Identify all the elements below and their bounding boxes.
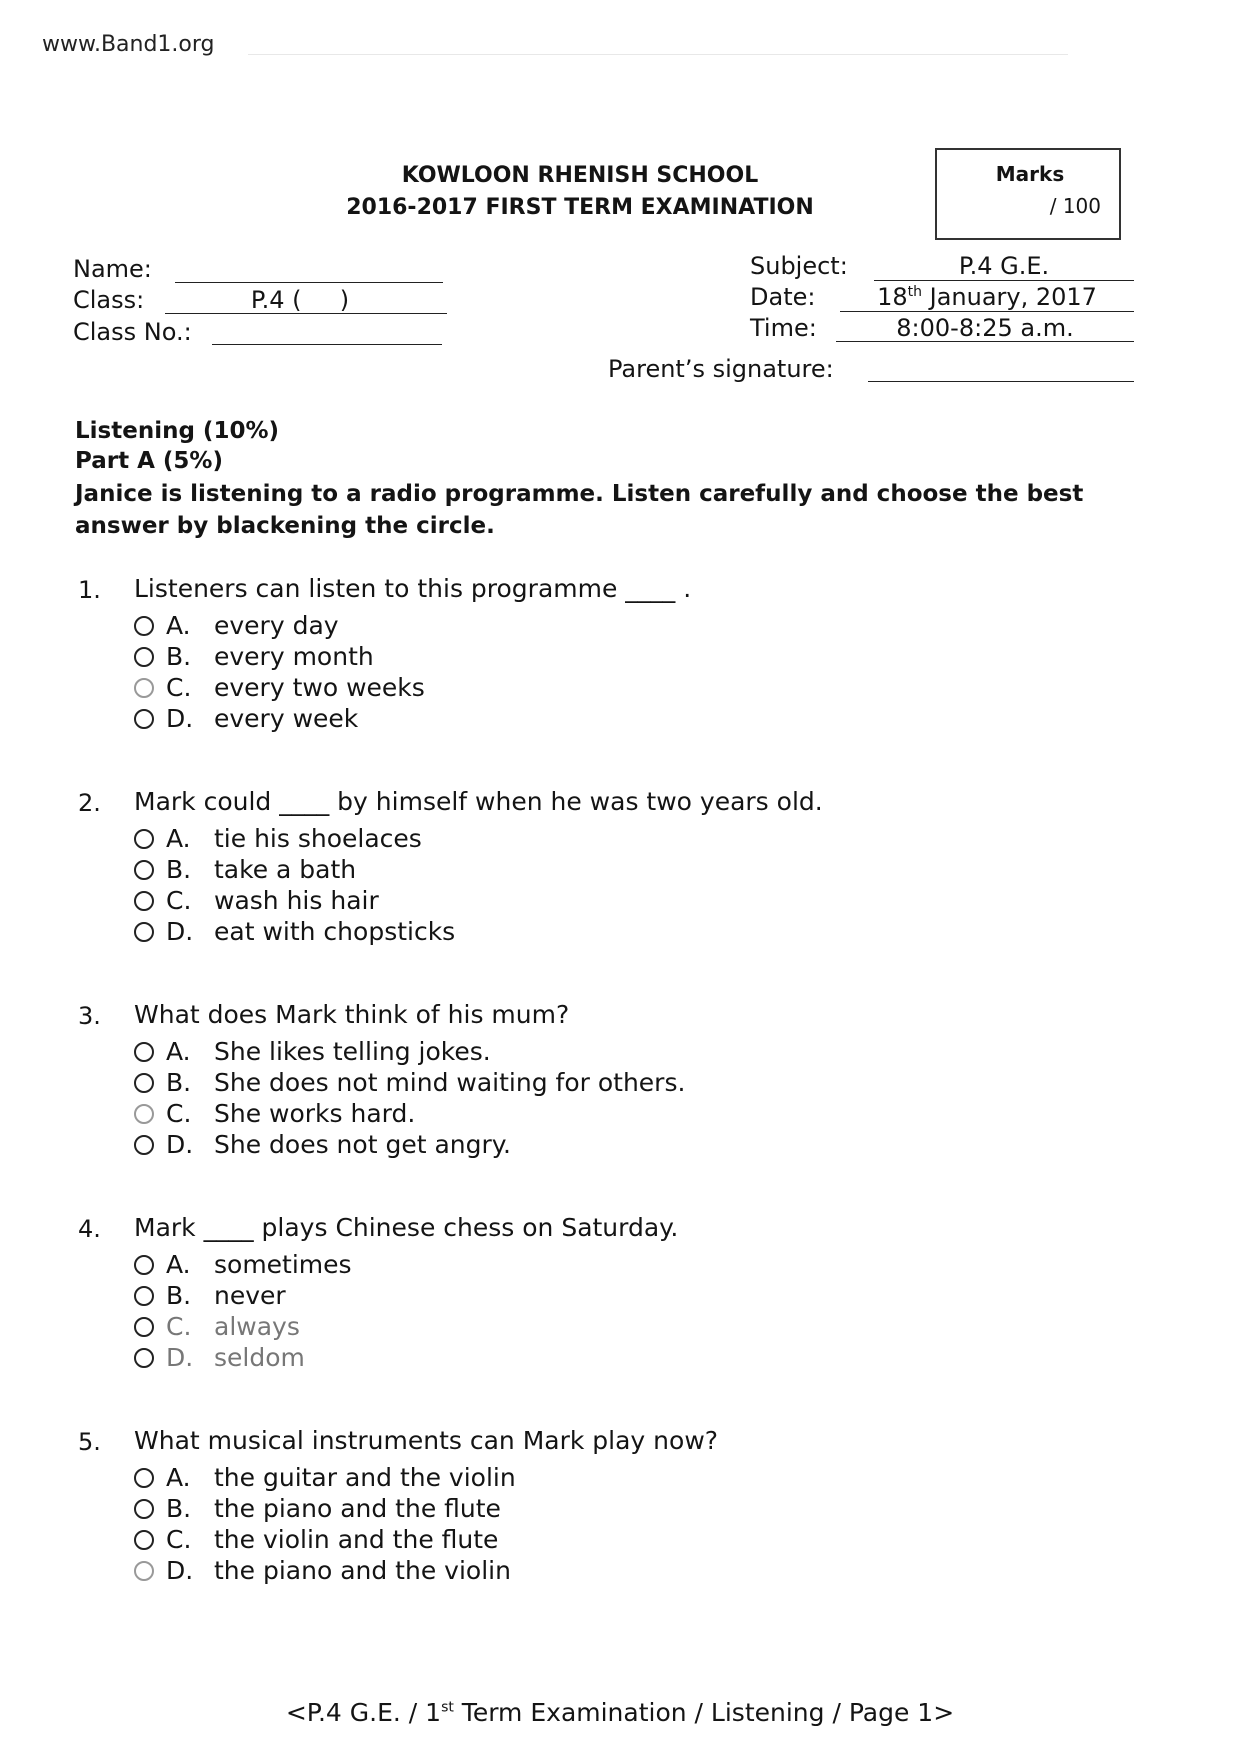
option-text: tie his shoelaces	[214, 824, 422, 853]
option-text: take a bath	[214, 855, 357, 884]
date-day: 18	[877, 283, 908, 311]
option-letter: B.	[166, 855, 192, 884]
question-number: 3.	[78, 1002, 101, 1030]
answer-circle[interactable]	[134, 1561, 154, 1581]
class-label: Class:	[73, 286, 145, 314]
question-text: Listeners can listen to this programme ____ .	[134, 574, 692, 603]
option-letter: C.	[166, 1525, 192, 1554]
option-letter: B.	[166, 642, 192, 671]
class-value: P.4 ( )	[250, 286, 350, 314]
page-footer	[0, 1698, 1240, 1727]
option-4c[interactable]	[134, 1312, 300, 1341]
answer-circle[interactable]	[134, 860, 154, 880]
class-no-label: Class No.:	[73, 318, 192, 346]
option-3b[interactable]	[134, 1068, 685, 1097]
answer-circle[interactable]	[134, 829, 154, 849]
answer-circle[interactable]	[134, 1530, 154, 1550]
option-text: every day	[214, 611, 339, 640]
option-text: wash his hair	[214, 886, 379, 915]
option-letter: D.	[166, 1130, 194, 1159]
option-letter: C.	[166, 673, 192, 702]
answer-circle[interactable]	[134, 1104, 154, 1124]
option-letter: A.	[166, 1037, 191, 1066]
option-text: She does not get angry.	[214, 1130, 511, 1159]
question-text: What does Mark think of his mum?	[134, 1000, 570, 1029]
option-3c[interactable]	[134, 1099, 415, 1128]
option-letter: D.	[166, 1556, 194, 1585]
school-name: KOWLOON RHENISH SCHOOL	[401, 163, 759, 188]
option-text: every week	[214, 704, 359, 733]
question-number: 2.	[78, 789, 101, 817]
marks-total: / 100	[1049, 194, 1101, 218]
option-text: sometimes	[214, 1250, 352, 1279]
option-4b[interactable]	[134, 1281, 286, 1310]
option-4d[interactable]	[134, 1343, 305, 1372]
option-text: She works hard.	[214, 1099, 416, 1128]
name-label: Name:	[73, 255, 152, 283]
question-text: What musical instruments can Mark play now?	[134, 1426, 719, 1455]
option-letter: A.	[166, 824, 191, 853]
option-text: never	[214, 1281, 286, 1310]
option-text: She likes telling jokes.	[214, 1037, 491, 1066]
answer-circle[interactable]	[134, 891, 154, 911]
option-letter: A.	[166, 1463, 191, 1492]
option-text: every two weeks	[214, 673, 425, 702]
marks-label: Marks	[995, 162, 1065, 186]
question-number: 4.	[78, 1215, 101, 1243]
option-letter: B.	[166, 1281, 192, 1310]
option-2c[interactable]	[134, 886, 379, 915]
answer-circle[interactable]	[134, 678, 154, 698]
option-2b[interactable]	[134, 855, 356, 884]
answer-circle[interactable]	[134, 1073, 154, 1093]
option-letter: B.	[166, 1068, 192, 1097]
date-suffix: th	[907, 284, 922, 300]
option-5d[interactable]	[134, 1556, 511, 1585]
class-no-field-line	[212, 344, 442, 345]
option-text: the guitar and the violin	[214, 1463, 516, 1492]
option-letter: D.	[166, 917, 194, 946]
option-3d[interactable]	[134, 1130, 511, 1159]
option-text: eat with chopsticks	[214, 917, 456, 946]
option-letter: D.	[166, 1343, 194, 1372]
answer-circle[interactable]	[134, 1255, 154, 1275]
answer-circle[interactable]	[134, 1135, 154, 1155]
time-label: Time:	[750, 314, 817, 342]
option-1d[interactable]	[134, 704, 358, 733]
subject-value: P.4 G.E.	[958, 252, 1050, 280]
date-label: Date:	[750, 283, 816, 311]
exam-header	[330, 160, 830, 224]
date-rest: January, 2017	[921, 283, 1097, 311]
name-field-line	[175, 282, 443, 283]
parent-signature-line	[868, 381, 1134, 382]
section-title: Listening (10%)	[75, 418, 280, 444]
date-value	[840, 283, 1134, 311]
question-number: 1.	[78, 576, 101, 604]
option-3a[interactable]	[134, 1037, 491, 1066]
answer-circle[interactable]	[134, 1468, 154, 1488]
option-letter: A.	[166, 1250, 191, 1279]
option-1b[interactable]	[134, 642, 374, 671]
answer-circle[interactable]	[134, 616, 154, 636]
time-value: 8:00-8:25 a.m.	[896, 314, 1074, 342]
option-letter: D.	[166, 704, 194, 733]
section-instructions: Janice is listening to a radio programme. Listen carefully and choose the best answer by blackening the circle.	[75, 481, 1084, 539]
question-text: Mark could ____ by himself when he was two years old.	[134, 787, 823, 816]
answer-circle[interactable]	[134, 709, 154, 729]
option-text: She does not mind waiting for others.	[214, 1068, 686, 1097]
option-5c[interactable]	[134, 1525, 498, 1554]
question-text: Mark ____ plays Chinese chess on Saturday.	[134, 1213, 679, 1242]
option-letter: B.	[166, 1494, 192, 1523]
footer-prefix: <P.4 G.E. / 1	[285, 1698, 442, 1727]
option-letter: C.	[166, 1099, 192, 1128]
option-1a[interactable]	[134, 611, 339, 640]
answer-circle[interactable]	[134, 1317, 154, 1337]
subject-label: Subject:	[750, 252, 848, 280]
option-letter: A.	[166, 611, 191, 640]
option-4a[interactable]	[134, 1250, 352, 1279]
date-field-line	[840, 311, 1134, 312]
option-text: every month	[214, 642, 374, 671]
answer-circle[interactable]	[134, 1286, 154, 1306]
section-part: Part A (5%)	[75, 448, 223, 474]
subject-field-line	[874, 280, 1134, 281]
option-2d[interactable]	[134, 917, 455, 946]
answer-circle[interactable]	[134, 922, 154, 942]
option-5b[interactable]	[134, 1494, 501, 1523]
option-text: seldom	[214, 1343, 305, 1372]
answer-circle[interactable]	[134, 1042, 154, 1062]
answer-circle[interactable]	[134, 1499, 154, 1519]
option-text: the piano and the violin	[214, 1556, 511, 1585]
option-letter: C.	[166, 1312, 192, 1341]
option-text: always	[214, 1312, 300, 1341]
option-2a[interactable]	[134, 824, 422, 853]
marks-box	[935, 148, 1121, 240]
footer-ordinal: st	[441, 1699, 454, 1716]
exam-title: 2016-2017 FIRST TERM EXAMINATION	[346, 195, 814, 220]
option-letter: C.	[166, 886, 192, 915]
option-1c[interactable]	[134, 673, 425, 702]
option-text: the violin and the flute	[214, 1525, 499, 1554]
watermark-text: www.Band1.org	[42, 32, 215, 57]
footer-suffix: Term Examination / Listening / Page 1>	[453, 1698, 955, 1727]
answer-circle[interactable]	[134, 647, 154, 667]
watermark-rule	[248, 54, 1068, 55]
parent-signature-label: Parent’s signature:	[608, 355, 834, 383]
option-text: the piano and the flute	[214, 1494, 501, 1523]
option-5a[interactable]	[134, 1463, 516, 1492]
question-number: 5.	[78, 1428, 101, 1456]
answer-circle[interactable]	[134, 1348, 154, 1368]
